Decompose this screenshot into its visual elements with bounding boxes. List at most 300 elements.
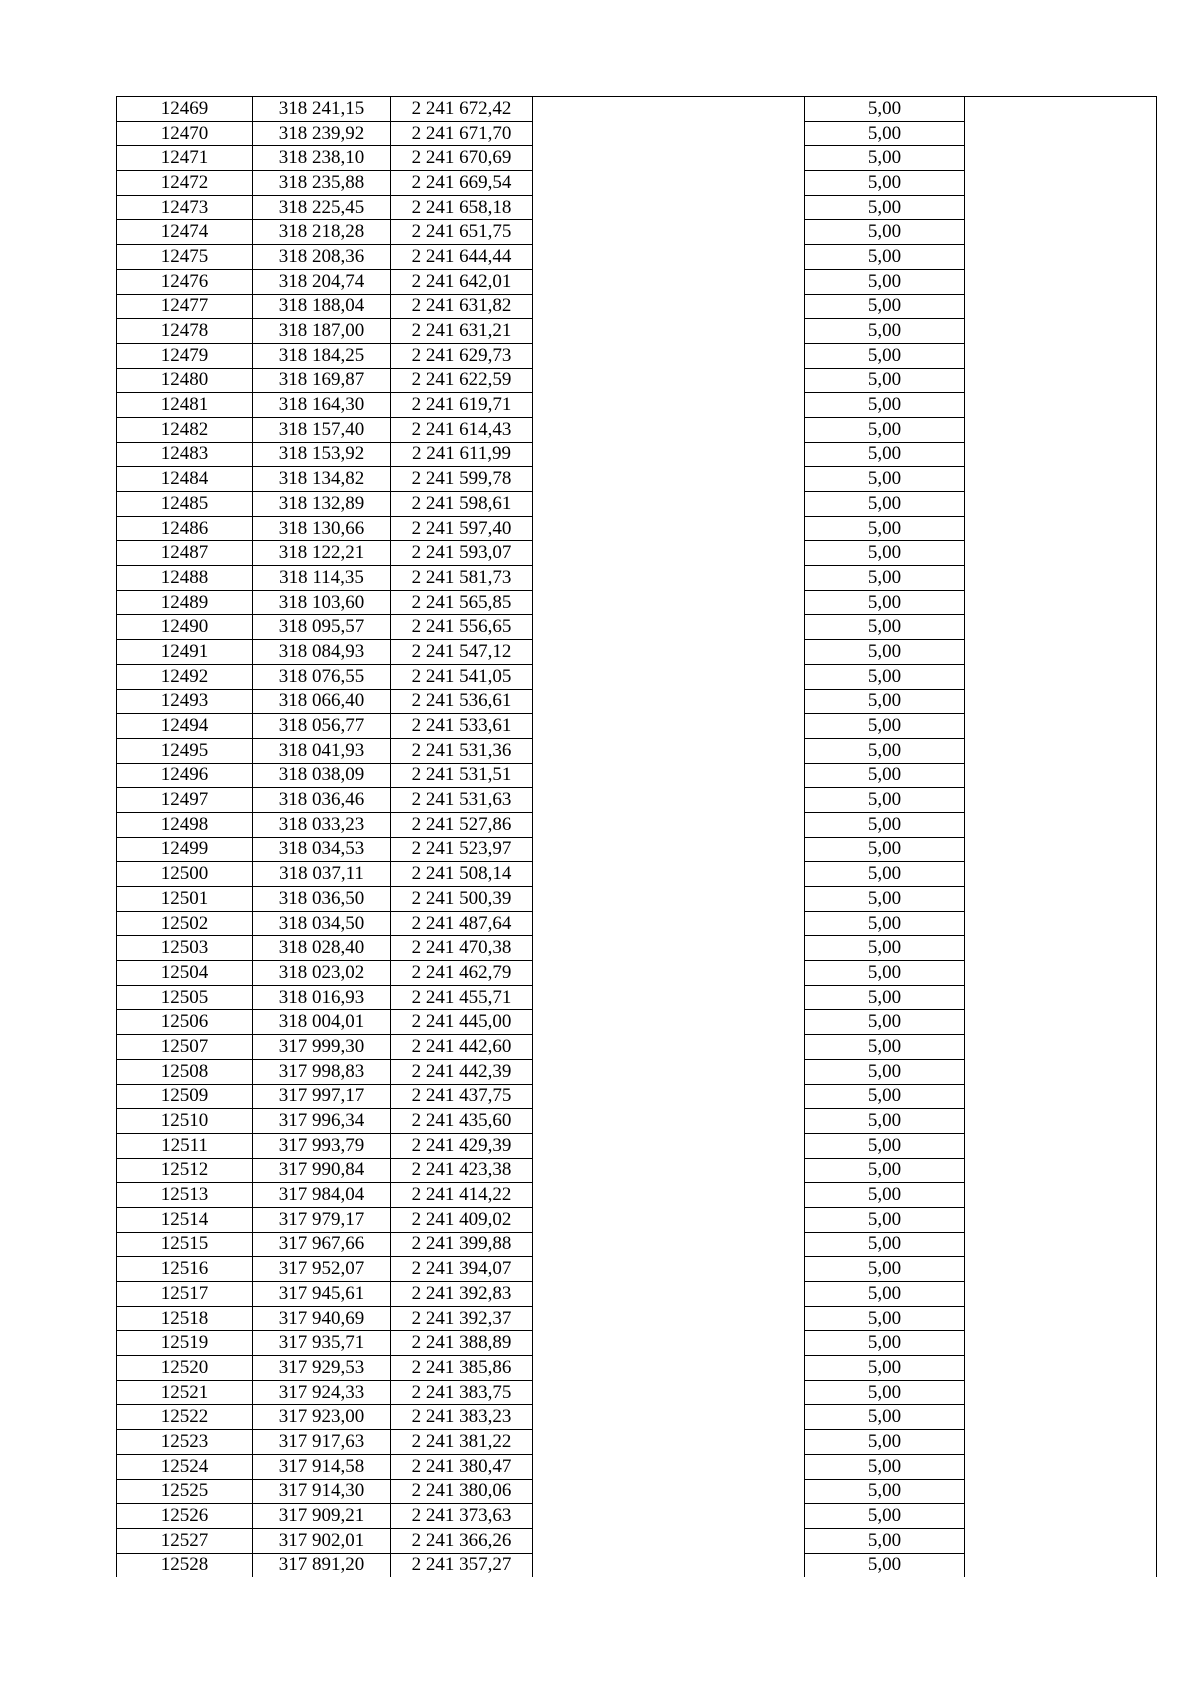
empty-cell (965, 1405, 1157, 1430)
y-coordinate-cell: 2 241 622,59 (391, 368, 533, 393)
point-number-cell: 12499 (117, 837, 253, 862)
y-coordinate-cell: 2 241 527,86 (391, 812, 533, 837)
empty-cell (965, 689, 1157, 714)
table-row (117, 1158, 1157, 1183)
x-coordinate-cell: 317 967,66 (253, 1232, 391, 1257)
empty-cell (533, 1405, 805, 1430)
table-row (117, 393, 1157, 418)
point-number-cell: 12474 (117, 220, 253, 245)
point-number-cell: 12493 (117, 689, 253, 714)
x-coordinate-cell: 318 188,04 (253, 294, 391, 319)
point-number-cell: 12506 (117, 1010, 253, 1035)
y-coordinate-cell: 2 241 383,23 (391, 1405, 533, 1430)
table-row (117, 615, 1157, 640)
y-coordinate-cell: 2 241 614,43 (391, 417, 533, 442)
empty-cell (965, 541, 1157, 566)
point-number-cell: 12490 (117, 615, 253, 640)
empty-cell (965, 1553, 1157, 1577)
x-coordinate-cell: 317 945,61 (253, 1282, 391, 1307)
empty-cell (965, 590, 1157, 615)
empty-cell (965, 343, 1157, 368)
point-number-cell: 12517 (117, 1282, 253, 1307)
x-coordinate-cell: 318 132,89 (253, 492, 391, 517)
y-coordinate-cell: 2 241 388,89 (391, 1331, 533, 1356)
y-coordinate-cell: 2 241 381,22 (391, 1430, 533, 1455)
x-coordinate-cell: 318 130,66 (253, 516, 391, 541)
x-coordinate-cell: 318 034,50 (253, 911, 391, 936)
y-coordinate-cell: 2 241 670,69 (391, 146, 533, 171)
value-cell: 5,00 (805, 516, 965, 541)
table-row (117, 541, 1157, 566)
value-cell: 5,00 (805, 1356, 965, 1381)
empty-cell (533, 1454, 805, 1479)
y-coordinate-cell: 2 241 373,63 (391, 1504, 533, 1529)
empty-cell (965, 1331, 1157, 1356)
point-number-cell: 12479 (117, 343, 253, 368)
y-coordinate-cell: 2 241 531,51 (391, 763, 533, 788)
empty-cell (965, 516, 1157, 541)
point-number-cell: 12519 (117, 1331, 253, 1356)
empty-cell (965, 1183, 1157, 1208)
empty-cell (965, 812, 1157, 837)
empty-cell (533, 1035, 805, 1060)
x-coordinate-cell: 318 225,45 (253, 195, 391, 220)
empty-cell (533, 1479, 805, 1504)
empty-cell (533, 368, 805, 393)
empty-cell (965, 837, 1157, 862)
x-coordinate-cell: 318 034,53 (253, 837, 391, 862)
x-coordinate-cell: 318 041,93 (253, 738, 391, 763)
y-coordinate-cell: 2 241 394,07 (391, 1257, 533, 1282)
y-coordinate-cell: 2 241 462,79 (391, 961, 533, 986)
empty-cell (533, 417, 805, 442)
empty-cell (533, 837, 805, 862)
empty-cell (533, 1504, 805, 1529)
point-number-cell: 12528 (117, 1553, 253, 1577)
y-coordinate-cell: 2 241 470,38 (391, 936, 533, 961)
empty-cell (533, 516, 805, 541)
x-coordinate-cell: 318 036,46 (253, 788, 391, 813)
point-number-cell: 12473 (117, 195, 253, 220)
point-number-cell: 12523 (117, 1430, 253, 1455)
table-row (117, 985, 1157, 1010)
empty-cell (965, 911, 1157, 936)
value-cell: 5,00 (805, 1183, 965, 1208)
table-row (117, 1282, 1157, 1307)
table-row (117, 1553, 1157, 1577)
table-row (117, 220, 1157, 245)
empty-cell (533, 1158, 805, 1183)
x-coordinate-cell: 318 056,77 (253, 714, 391, 739)
point-number-cell: 12483 (117, 442, 253, 467)
x-coordinate-cell: 317 940,69 (253, 1306, 391, 1331)
empty-cell (965, 1232, 1157, 1257)
point-number-cell: 12481 (117, 393, 253, 418)
value-cell: 5,00 (805, 368, 965, 393)
empty-cell (533, 294, 805, 319)
empty-cell (965, 195, 1157, 220)
value-cell: 5,00 (805, 640, 965, 665)
y-coordinate-cell: 2 241 531,36 (391, 738, 533, 763)
y-coordinate-cell: 2 241 409,02 (391, 1207, 533, 1232)
x-coordinate-cell: 318 076,55 (253, 664, 391, 689)
table-row (117, 1133, 1157, 1158)
x-coordinate-cell: 318 004,01 (253, 1010, 391, 1035)
table-row (117, 1454, 1157, 1479)
empty-cell (965, 1430, 1157, 1455)
y-coordinate-cell: 2 241 531,63 (391, 788, 533, 813)
empty-cell (965, 1133, 1157, 1158)
y-coordinate-cell: 2 241 455,71 (391, 985, 533, 1010)
empty-cell (965, 1479, 1157, 1504)
empty-cell (965, 245, 1157, 270)
y-coordinate-cell: 2 241 672,42 (391, 97, 533, 122)
empty-cell (965, 714, 1157, 739)
x-coordinate-cell: 318 023,02 (253, 961, 391, 986)
empty-cell (533, 689, 805, 714)
value-cell: 5,00 (805, 467, 965, 492)
empty-cell (965, 1257, 1157, 1282)
point-number-cell: 12475 (117, 245, 253, 270)
y-coordinate-cell: 2 241 385,86 (391, 1356, 533, 1381)
table-row (117, 1183, 1157, 1208)
value-cell: 5,00 (805, 961, 965, 986)
value-cell: 5,00 (805, 1109, 965, 1134)
y-coordinate-cell: 2 241 380,47 (391, 1454, 533, 1479)
y-coordinate-cell: 2 241 629,73 (391, 343, 533, 368)
empty-cell (965, 393, 1157, 418)
empty-cell (533, 640, 805, 665)
table-row (117, 294, 1157, 319)
point-number-cell: 12518 (117, 1306, 253, 1331)
empty-cell (533, 1331, 805, 1356)
value-cell: 5,00 (805, 1479, 965, 1504)
table-row (117, 368, 1157, 393)
value-cell: 5,00 (805, 664, 965, 689)
x-coordinate-cell: 318 114,35 (253, 566, 391, 591)
point-number-cell: 12498 (117, 812, 253, 837)
empty-cell (533, 664, 805, 689)
point-number-cell: 12487 (117, 541, 253, 566)
point-number-cell: 12500 (117, 862, 253, 887)
point-number-cell: 12492 (117, 664, 253, 689)
y-coordinate-cell: 2 241 556,65 (391, 615, 533, 640)
empty-cell (965, 664, 1157, 689)
y-coordinate-cell: 2 241 597,40 (391, 516, 533, 541)
coordinates-table-body (117, 97, 1157, 1578)
x-coordinate-cell: 317 909,21 (253, 1504, 391, 1529)
x-coordinate-cell: 318 028,40 (253, 936, 391, 961)
y-coordinate-cell: 2 241 658,18 (391, 195, 533, 220)
y-coordinate-cell: 2 241 536,61 (391, 689, 533, 714)
x-coordinate-cell: 317 914,30 (253, 1479, 391, 1504)
value-cell: 5,00 (805, 837, 965, 862)
y-coordinate-cell: 2 241 671,70 (391, 121, 533, 146)
x-coordinate-cell: 318 134,82 (253, 467, 391, 492)
empty-cell (533, 738, 805, 763)
empty-cell (965, 121, 1157, 146)
empty-cell (533, 541, 805, 566)
x-coordinate-cell: 317 993,79 (253, 1133, 391, 1158)
value-cell: 5,00 (805, 393, 965, 418)
empty-cell (533, 1232, 805, 1257)
value-cell: 5,00 (805, 590, 965, 615)
y-coordinate-cell: 2 241 598,61 (391, 492, 533, 517)
x-coordinate-cell: 317 891,20 (253, 1553, 391, 1577)
empty-cell (965, 936, 1157, 961)
x-coordinate-cell: 318 038,09 (253, 763, 391, 788)
empty-cell (533, 763, 805, 788)
y-coordinate-cell: 2 241 581,73 (391, 566, 533, 591)
x-coordinate-cell: 318 169,87 (253, 368, 391, 393)
table-row (117, 1306, 1157, 1331)
y-coordinate-cell: 2 241 565,85 (391, 590, 533, 615)
table-row (117, 442, 1157, 467)
value-cell: 5,00 (805, 146, 965, 171)
y-coordinate-cell: 2 241 500,39 (391, 887, 533, 912)
y-coordinate-cell: 2 241 414,22 (391, 1183, 533, 1208)
value-cell: 5,00 (805, 1084, 965, 1109)
empty-cell (533, 492, 805, 517)
empty-cell (965, 368, 1157, 393)
table-row (117, 763, 1157, 788)
empty-cell (533, 714, 805, 739)
y-coordinate-cell: 2 241 631,82 (391, 294, 533, 319)
table-row (117, 1331, 1157, 1356)
empty-cell (533, 1306, 805, 1331)
empty-cell (533, 97, 805, 122)
empty-cell (965, 640, 1157, 665)
table-row (117, 1010, 1157, 1035)
y-coordinate-cell: 2 241 508,14 (391, 862, 533, 887)
point-number-cell: 12525 (117, 1479, 253, 1504)
empty-cell (533, 615, 805, 640)
point-number-cell: 12482 (117, 417, 253, 442)
point-number-cell: 12485 (117, 492, 253, 517)
value-cell: 5,00 (805, 1232, 965, 1257)
x-coordinate-cell: 318 095,57 (253, 615, 391, 640)
empty-cell (965, 1084, 1157, 1109)
y-coordinate-cell: 2 241 644,44 (391, 245, 533, 270)
value-cell: 5,00 (805, 294, 965, 319)
x-coordinate-cell: 318 208,36 (253, 245, 391, 270)
point-number-cell: 12496 (117, 763, 253, 788)
y-coordinate-cell: 2 241 423,38 (391, 1158, 533, 1183)
x-coordinate-cell: 317 924,33 (253, 1380, 391, 1405)
value-cell: 5,00 (805, 1331, 965, 1356)
point-number-cell: 12527 (117, 1528, 253, 1553)
point-number-cell: 12489 (117, 590, 253, 615)
empty-cell (965, 442, 1157, 467)
empty-cell (533, 985, 805, 1010)
table-row (117, 738, 1157, 763)
point-number-cell: 12476 (117, 269, 253, 294)
y-coordinate-cell: 2 241 357,27 (391, 1553, 533, 1577)
x-coordinate-cell: 318 084,93 (253, 640, 391, 665)
empty-cell (965, 319, 1157, 344)
empty-cell (533, 1109, 805, 1134)
x-coordinate-cell: 318 164,30 (253, 393, 391, 418)
empty-cell (533, 566, 805, 591)
empty-cell (533, 1059, 805, 1084)
x-coordinate-cell: 317 952,07 (253, 1257, 391, 1282)
empty-cell (533, 961, 805, 986)
table-row (117, 343, 1157, 368)
value-cell: 5,00 (805, 245, 965, 270)
point-number-cell: 12520 (117, 1356, 253, 1381)
empty-cell (965, 1010, 1157, 1035)
empty-cell (965, 887, 1157, 912)
value-cell: 5,00 (805, 1010, 965, 1035)
table-row (117, 269, 1157, 294)
x-coordinate-cell: 318 218,28 (253, 220, 391, 245)
table-row (117, 1109, 1157, 1134)
table-row (117, 1430, 1157, 1455)
x-coordinate-cell: 317 990,84 (253, 1158, 391, 1183)
empty-cell (965, 1109, 1157, 1134)
empty-cell (533, 319, 805, 344)
empty-cell (965, 1158, 1157, 1183)
empty-cell (965, 763, 1157, 788)
x-coordinate-cell: 317 914,58 (253, 1454, 391, 1479)
point-number-cell: 12508 (117, 1059, 253, 1084)
empty-cell (965, 566, 1157, 591)
empty-cell (965, 1454, 1157, 1479)
y-coordinate-cell: 2 241 445,00 (391, 1010, 533, 1035)
empty-cell (533, 146, 805, 171)
point-number-cell: 12477 (117, 294, 253, 319)
y-coordinate-cell: 2 241 399,88 (391, 1232, 533, 1257)
empty-cell (965, 1528, 1157, 1553)
point-number-cell: 12503 (117, 936, 253, 961)
x-coordinate-cell: 318 036,50 (253, 887, 391, 912)
empty-cell (533, 812, 805, 837)
table-row (117, 566, 1157, 591)
value-cell: 5,00 (805, 1380, 965, 1405)
value-cell: 5,00 (805, 812, 965, 837)
value-cell: 5,00 (805, 269, 965, 294)
point-number-cell: 12472 (117, 171, 253, 196)
value-cell: 5,00 (805, 763, 965, 788)
value-cell: 5,00 (805, 1257, 965, 1282)
x-coordinate-cell: 318 016,93 (253, 985, 391, 1010)
point-number-cell: 12512 (117, 1158, 253, 1183)
empty-cell (965, 146, 1157, 171)
table-row (117, 417, 1157, 442)
empty-cell (533, 121, 805, 146)
x-coordinate-cell: 318 033,23 (253, 812, 391, 837)
point-number-cell: 12513 (117, 1183, 253, 1208)
empty-cell (965, 788, 1157, 813)
table-row (117, 97, 1157, 122)
empty-cell (965, 1504, 1157, 1529)
empty-cell (965, 1035, 1157, 1060)
table-row (117, 492, 1157, 517)
y-coordinate-cell: 2 241 383,75 (391, 1380, 533, 1405)
x-coordinate-cell: 317 984,04 (253, 1183, 391, 1208)
value-cell: 5,00 (805, 121, 965, 146)
y-coordinate-cell: 2 241 435,60 (391, 1109, 533, 1134)
value-cell: 5,00 (805, 1207, 965, 1232)
y-coordinate-cell: 2 241 547,12 (391, 640, 533, 665)
value-cell: 5,00 (805, 936, 965, 961)
value-cell: 5,00 (805, 442, 965, 467)
point-number-cell: 12509 (117, 1084, 253, 1109)
x-coordinate-cell: 318 184,25 (253, 343, 391, 368)
empty-cell (965, 1059, 1157, 1084)
value-cell: 5,00 (805, 1454, 965, 1479)
value-cell: 5,00 (805, 97, 965, 122)
x-coordinate-cell: 318 241,15 (253, 97, 391, 122)
value-cell: 5,00 (805, 1282, 965, 1307)
value-cell: 5,00 (805, 319, 965, 344)
point-number-cell: 12507 (117, 1035, 253, 1060)
value-cell: 5,00 (805, 541, 965, 566)
empty-cell (965, 97, 1157, 122)
table-row (117, 195, 1157, 220)
x-coordinate-cell: 318 204,74 (253, 269, 391, 294)
x-coordinate-cell: 318 238,10 (253, 146, 391, 171)
x-coordinate-cell: 317 996,34 (253, 1109, 391, 1134)
table-row (117, 1035, 1157, 1060)
empty-cell (533, 862, 805, 887)
value-cell: 5,00 (805, 417, 965, 442)
value-cell: 5,00 (805, 1430, 965, 1455)
empty-cell (533, 195, 805, 220)
value-cell: 5,00 (805, 1504, 965, 1529)
empty-cell (533, 220, 805, 245)
point-number-cell: 12494 (117, 714, 253, 739)
point-number-cell: 12486 (117, 516, 253, 541)
table-row (117, 887, 1157, 912)
value-cell: 5,00 (805, 1306, 965, 1331)
x-coordinate-cell: 317 917,63 (253, 1430, 391, 1455)
empty-cell (533, 393, 805, 418)
point-number-cell: 12505 (117, 985, 253, 1010)
value-cell: 5,00 (805, 911, 965, 936)
empty-cell (533, 245, 805, 270)
point-number-cell: 12504 (117, 961, 253, 986)
table-row (117, 1479, 1157, 1504)
y-coordinate-cell: 2 241 487,64 (391, 911, 533, 936)
y-coordinate-cell: 2 241 611,99 (391, 442, 533, 467)
x-coordinate-cell: 317 929,53 (253, 1356, 391, 1381)
empty-cell (533, 171, 805, 196)
empty-cell (533, 1207, 805, 1232)
empty-cell (965, 985, 1157, 1010)
value-cell: 5,00 (805, 862, 965, 887)
y-coordinate-cell: 2 241 669,54 (391, 171, 533, 196)
y-coordinate-cell: 2 241 619,71 (391, 393, 533, 418)
point-number-cell: 12478 (117, 319, 253, 344)
table-row (117, 319, 1157, 344)
empty-cell (533, 911, 805, 936)
empty-cell (965, 615, 1157, 640)
x-coordinate-cell: 318 187,00 (253, 319, 391, 344)
point-number-cell: 12484 (117, 467, 253, 492)
empty-cell (965, 1306, 1157, 1331)
x-coordinate-cell: 318 122,21 (253, 541, 391, 566)
point-number-cell: 12470 (117, 121, 253, 146)
x-coordinate-cell: 317 979,17 (253, 1207, 391, 1232)
point-number-cell: 12480 (117, 368, 253, 393)
x-coordinate-cell: 318 153,92 (253, 442, 391, 467)
empty-cell (965, 417, 1157, 442)
y-coordinate-cell: 2 241 392,37 (391, 1306, 533, 1331)
point-number-cell: 12497 (117, 788, 253, 813)
x-coordinate-cell: 317 935,71 (253, 1331, 391, 1356)
table-row (117, 837, 1157, 862)
